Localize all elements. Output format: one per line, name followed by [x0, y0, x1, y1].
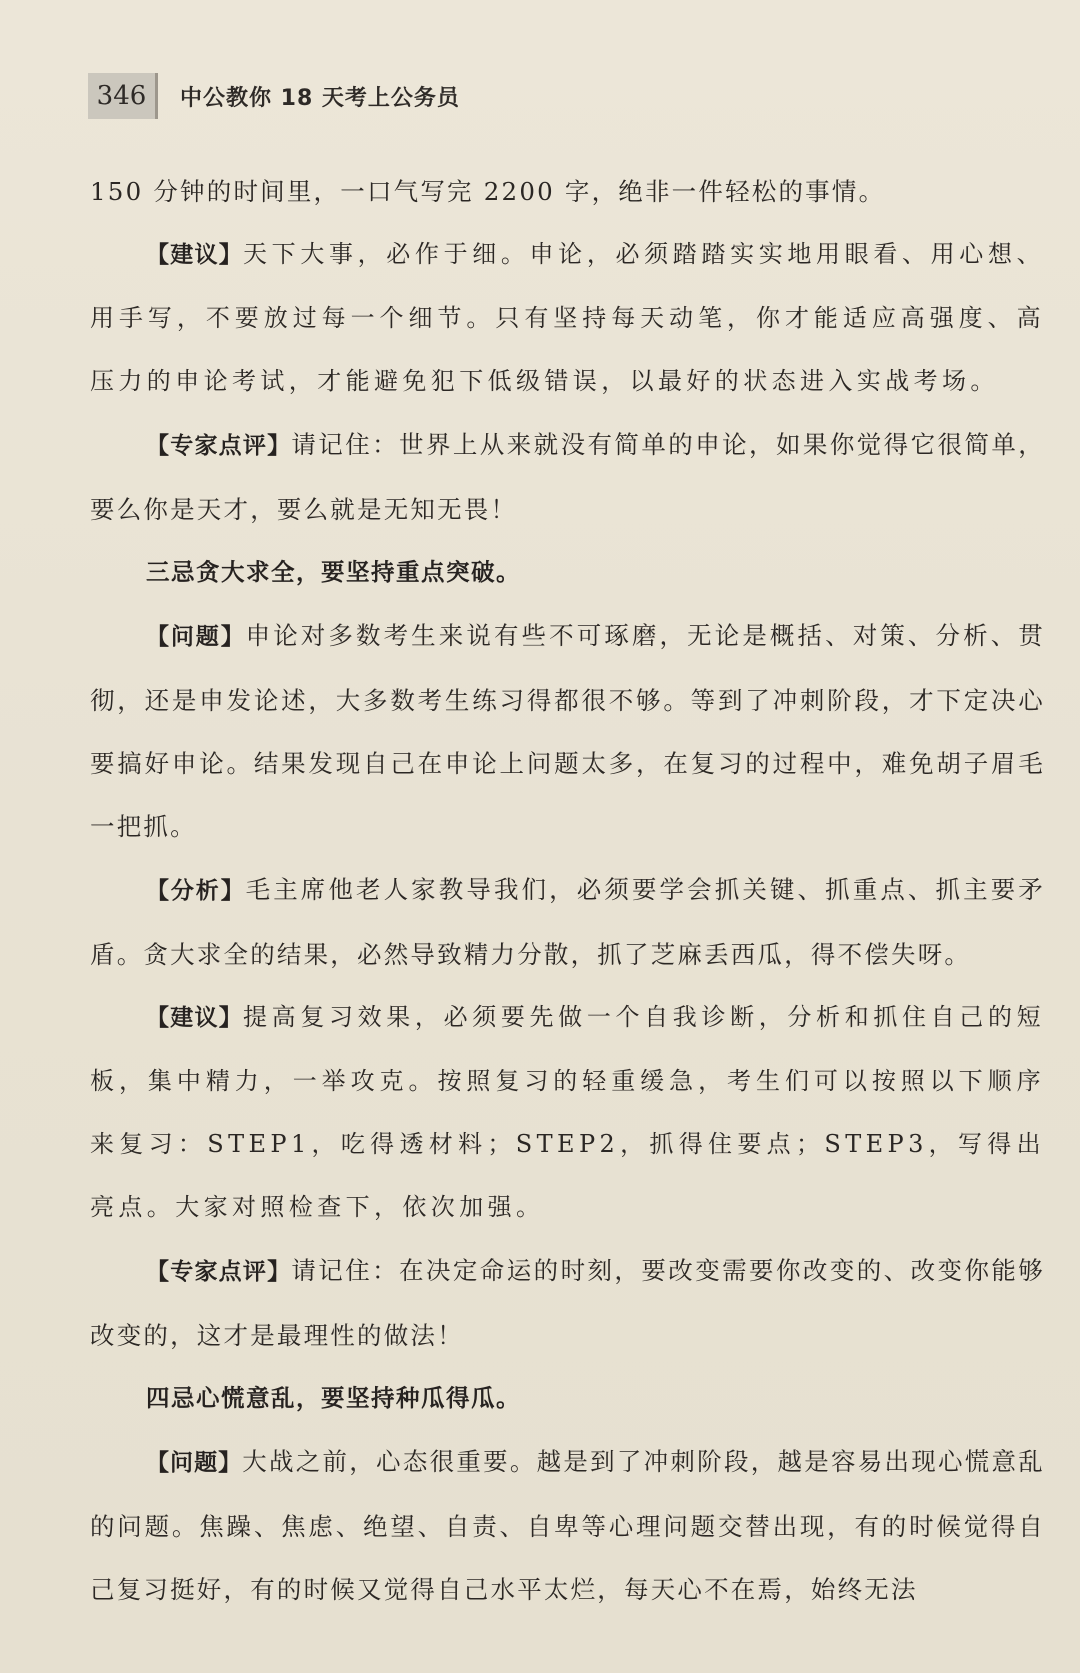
paragraph-analysis — [90, 858, 1045, 986]
paragraph-problem — [90, 604, 1045, 858]
paragraph-text: 毛主席他老人家教导我们，必须要学会抓关键、抓重点、抓主要矛盾。贪大求全的结果，必然导致精力分散，抓了芝麻丢西瓜，得不偿失呀。 — [90, 875, 1046, 969]
paragraph-text: 申论对多数考生来说有些不可琢磨，无论是概括、对策、分析、贯彻，还是申发论述，大多数考生练习得都很不够。等到了冲刺阶段，才下定决心要搞好申论。结果发现自己在申论上问题太多，在复习的过程中，难免胡子眉毛一把抓。 — [90, 621, 1046, 841]
book-title: 中公教你 18 天考上公务员 — [180, 85, 460, 111]
paragraph-text: 大战之前，心态很重要。越是到了冲刺阶段，越是容易出现心慌意乱的问题。焦躁、焦虑、绝望、自责、自卑等心理问题交替出现，有的时候觉得自己复习挺好，有的时候又觉得自己水平太烂，每天心不在焉，始终无法 — [90, 1447, 1046, 1604]
paragraph-problem — [90, 1430, 1045, 1621]
paragraph-expert-comment — [90, 1239, 1045, 1367]
section-heading: 三忌贪大求全，要坚持重点突破。 — [146, 558, 521, 586]
page-number: 346 — [88, 73, 158, 119]
paragraph-tag: 【建议】 — [146, 1005, 244, 1031]
paragraph-tag: 【专家点评】 — [146, 1259, 292, 1285]
paragraph-suggestion — [90, 986, 1045, 1239]
paragraph-suggestion — [90, 223, 1045, 413]
paragraph-text: 请记住：在决定命运的时刻，要改变需要你改变的、改变你能够改变的，这才是最理性的做法！ — [90, 1256, 1045, 1350]
paragraph-continuation — [90, 160, 1045, 223]
paragraph-text: 请记住：世界上从来就没有简单的申论，如果你觉得它很简单，要么你是天才，要么就是无知无畏！ — [90, 430, 1045, 524]
running-head — [88, 72, 460, 120]
paragraph-text: 提高复习效果，必须要先做一个自我诊断，分析和抓住自己的短板，集中精力，一举攻克。按照复习的轻重缓急，考生们可以按照以下顺序来复习：STEP1，吃得透材料；STEP2，抓得住要点；STEP3，写得出亮点。大家对照检查下，依次加强。 — [90, 1003, 1046, 1221]
paragraph-expert-comment — [90, 413, 1045, 541]
section-heading: 四忌心慌意乱，要坚持种瓜得瓜。 — [146, 1384, 521, 1412]
paragraph-tag: 【问题】 — [146, 1450, 243, 1476]
paragraph-tag: 【分析】 — [146, 878, 246, 904]
paragraph-tag: 【问题】 — [146, 624, 246, 650]
paragraph-tag: 【专家点评】 — [146, 433, 292, 459]
paragraph-text: 天下大事，必作于细。申论，必须踏踏实实地用眼看、用心想、用手写，不要放过每一个细节。只有坚持每天动笔，你才能适应高强度、高压力的申论考试，才能避免犯下低级错误，以最好的状态进入实战考场。 — [90, 240, 1046, 395]
body-text — [90, 160, 1045, 1621]
paragraph-text: 150 分钟的时间里，一口气写完 2200 字，绝非一件轻松的事情。 — [90, 177, 886, 206]
paragraph-tag: 【建议】 — [146, 242, 244, 268]
